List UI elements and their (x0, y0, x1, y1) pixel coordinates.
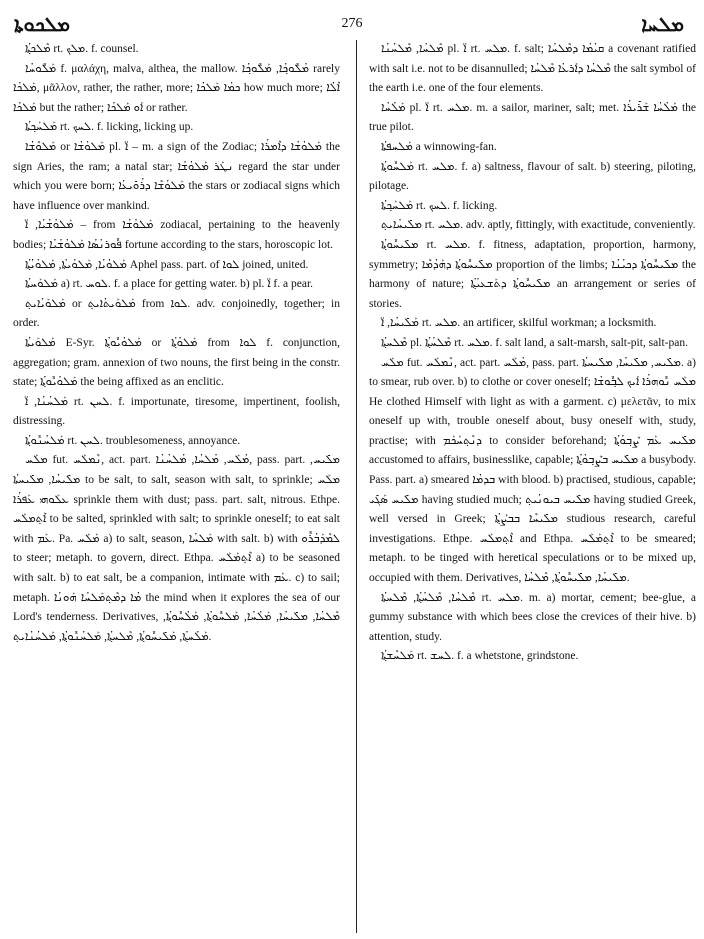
left-running-headword: ܡܠܟܘܬܐ (14, 14, 70, 36)
page-header (0, 12, 704, 40)
left-column (13, 40, 340, 933)
dictionary-entry: ܡܠܰܚ fut. ܢܶܡܠܰܚ, act. part. ܡܳܠܰܚ, pass. part. ܡܠܺܝܚ, ܡܠܺܝܚܳܐ, ܡܠܺܝܚܬܳܐ. a) to smear, rub over. b) to clothe or cover oneself; ܡܠܰܚ ܢܽܘܗܪܳܐ ܐܰܝܟ ܠܒ݂ܽܘܫܳܐ He clothed Himself with light as with a garment. c) μελετᾶν, to mix oneself up with, trouble oneself about, busy oneself with, study, practise; with ܕܢܶܬ݂ܚܰܟܰܡ to consider beforehand; ܡܠܺܝܚ ܥܰܡ ܨܶܒ݂ܘܳܬ݂ܳܐ accustomed to affairs, businesslike, capable; ܡܠܺܝܚ ܒܨܶܒ݂ܘܳܬ݂ܳܐ a busybody. Pass. part. a) smeared ܒܕܡܳܐ with blood. b) practised, studious, capable; ܡܠܺܝܚ ܣܰܓܺܝ having studied much; ܡܠܺܝܚ ܒܝܘܢܳܝܬ݂ having studied Greek, well versed in Greek; ܡܠܺܝܚܶܐ ܒܒܨܳܬ݂ܳܐ studious research, careful investigations. Ethpe. ܐܶܬ݂ܡܠܰܚ and Ethpa. ܐܶܬ݂ܡܰܠܰܚ to be smeared; metaph. to be tinged with heretical speculations or to be mixed up, occupied with them. Derivatives, ܡܠܺܝܚܳܐ, ܡܠܺܝܚܽܘܬ݂ܳܐ, ܡܶܠܚܳܐ. (369, 356, 696, 585)
column-divider (356, 40, 357, 933)
page-number: 276 (341, 16, 363, 31)
dictionary-entry: ܡܠܺܝܚܳܐܝܬ݂ rt. ܡܠܚ. adv. aptly, fittingly, with exactitude, conveniently. (381, 219, 696, 232)
dictionary-entry: ܡܶܠܟܬ݂ܳܐ rt. ܡܠܟ. f. counsel. (25, 43, 139, 55)
dictionary-entry: ܡܰܠܚܳܢܽܘܬ݂ܳܐ rt. ܠܚܢ. troublesomeness, annoyance. (25, 434, 241, 447)
dictionary-entry: ܡܰܠܘܳܝܳܐ, ܡܰܠܘܳܝܬܳܐ, ܡܰܠܘܳܝܳܬ݂ܳܐ Aphel pass. part. of ܠܘܐ joined, united. (25, 258, 309, 271)
dictionary-entry: ܡܰܠܚܶܫܬ݂ܳܐ rt. ܠܚܫ. f. a whetstone, grindstone. (381, 650, 579, 663)
right-column (369, 40, 696, 933)
dictionary-entry: ܡܶܠܚܳܐ, ܡܶܠܚܳܬ݂ܳܐ, ܡܶܠܚܬܳܐ rt. ܡܠܚ. m. a) mortar, cement; bee-glue, a gummy substance with which bees close the crevices of their hive. b) attention, study. (369, 591, 696, 643)
dictionary-entry: ܡܰܠܚܰܟ݂ܬܳܐ rt. ܠܚܟ. f. licking. (381, 199, 498, 212)
dictionary-entry: ܡܰܠܳܚܳܐ pl. ܐ̈ rt. ܡܠܚ. m. a sailor, mariner, salt; met. ܡܰܠܳܚܳܐ ܫܰܪܺܝܪܳܐ the true pilot. (369, 101, 696, 134)
dictionary-entry: ܡܰܠܘܰܝܬܳܐ E-Syr. ܡܰܠܘܳܝܽܘܬ݂ܳܐ or ܡܰܠܘܳܬ݂ܳܐ from ܠܘܐ f. conjunction, aggregation; gram. annexion of two nouns, the first being in the constr. state; ܡܰܠܘܳܝܽܘܬ݂ܳܐ the being affixed as an enclitic. (13, 336, 340, 389)
dictionary-entry: ܡܰܠܚܳܢܳܐ, ܐ̈ rt. ܠܚܢ. f. importunate, tiresome, impertinent, foolish, distressing. (13, 395, 340, 428)
dictionary-entry: ܡܰܠܘܰܚܬܳܐ a) rt. ܠܘܚ. f. a place for getting water. b) pl. ܐ̈ f. a pear. (25, 278, 314, 291)
dictionary-entry: ܡܰܠܚܦܬܳܐ a winnowing-fan. (381, 140, 497, 153)
dictionary-entry: ܡܰܠܚܰܟ݂ܬܳܐ rt. ܠܚܟ. f. licking, licking up. (25, 121, 194, 134)
dictionary-entry: ܡܠܰܚ fut. ܢܶܡܠܰܚ, act. part. ܡܳܠܰܚ, ܡܳܠܚܳܐ, ܡܳܠܚܳܢܳܐ, pass. part. ܡܠܺܝܚ, ܡܠܺܝܚܳܐ, ܡܠܺܝܚܬܳܐ to be salt, to salt, season with salt, to sprinkle; ܡܠܰܚ ܥܠܰܘܗܝ ܥܰܦܪܳܐ sprinkle them with dust; pass. part. salt, nitrous. Ethpe. ܐܶܬ݂ܡܠܰܚ to be salted, sprinkled with salt; to sprinkle oneself; to eat salt with ܥܰܡ. Pa. ܡܰܠܰܚ a) to salt, season, ܡܰܠܚܳܐ with salt. b) with ܠܡܶܕܰܒܳܪܽܘ to steer; metaph. to govern, direct. Ethpa. ܐܶܬ݂ܡܰܠܰܚ a) to be seasoned with salt. b) to eat salt, be a companion, intimate with ܥܰܡ. c) to sail; metaph. ܡܳܐ ܕܡܶܬ݂ܡܰܠܚܳܐ ܗܰܘܢܳܐ the mind when it explores the sea of our Lord's tenderness. Derivatives, ܡܶܠܚܳܐ, ܡܠܺܝܚܳܐ, ܡܰܠܳܚܳܐ, ܡܰܠܚܽܘܬ݂ܳܐ, ܡܰܠܳܚܽܘܬ݂ܳܐ, ܡܰܠܳܚܬ݂ܳܐ, ܡܰܠܺܝܚܽܘܬ݂ܳܐ, ܡܶܠܚܬ݂ܳܐ, ܡܰܠܚܳܢܽܘܬ݂ܳܐ, ܡܰܠܚܳܢܳܐܝܬ݂. (13, 454, 340, 643)
dictionary-entry: ܡܶܠܚܬ݂ܳܐ pl. ܡܶܠܚܳܬ݂ܳܐ rt. ܡܠܚ. f. salt land, a salt-marsh, salt-pit, salt-pan. (381, 336, 688, 349)
dictionary-entry: ܡܰܠܘܳܫܳܝܳܐ, ܐ̈ ‒ from ܡܰܠܘܳܫܳܐ zodiacal, pertaining to the heavenly bodies; ܦܽܘܪܢܳܣܳܐ ܡܰܠܘܳܫܳܝܳܐ fortune according to the stars, horoscopic lot. (13, 219, 340, 251)
dictionary-entry: ܡܰܠܽܘܚܳܐ f. μαλάχη, malva, althea, the mallow. ܡܳܠܽܘܟ݂ܳܐ, ܡܰܠܽܘܟ݂ܳܐ rarely ܡܰܠܟܳܐ, μᾶλλον, rather, the rather, more; ܟܡܳܐ ܡܰܠܟܳܐ how much more; ܐܶܠܳܐ ܡܰܠܟܳܐ but the rather; ܐܰܘ ܡܰܠܟܳܐ or rather. (13, 62, 340, 114)
dictionary-entry: ܡܰܠܚܽܘܬ݂ܳܐ rt. ܡܠܚ. f. a) saltness, flavour of salt. b) steering, piloting, pilotage. (369, 160, 696, 193)
dictionary-entry: ܡܠܺܝܚܽܘܬ݂ܳܐ rt. ܡܠܚ. f. fitness, adaptation, proportion, harmony, symmetry; ܡܠܺܝܚܽܘܬ݂ܳܐ ܕܗܰܕܳܡܶܐ proportion of the limbs; ܡܠܺܝܚܽܘܬ݂ܳܐ ܕܟܝܳܢܳܐ the harmony of nature; ܡܠܺܝܚܽܘܬ݂ܳܐ ܕܬܰܫܥܝܳܬ݂ܳܐ an arrangement or series of stories. (369, 238, 696, 310)
dictionary-entry: ܡܰܠܘܶܫܳܐ or ܡܰܠܘܳܫܳܐ pl. ܐ̈ ‒ m. a sign of the Zodiac; ܡܰܠܘܳܫܳܐ ܕܐܶܡܪܳܐ the sign Aries, the ram; a natal star; ܢܛܰܪ ܡܰܠܘܳܫܳܐ regard the star under which you were born; ܡܰܠܘܳܫܶܐ ܕܪܳܘܺܝܥܳܐ the stars or zodiacal signs which have influence over mankind. (13, 140, 340, 212)
dictionary-entry: ܡܶܠܚܳܐ, ܡܶܠܚܳܢܳܐ pl. ܐ̈ rt. ܡܠܚ. f. salt; ܩܝܳܡܳܐ ܕܡܶܠܚܳܐ a covenant ratified with salt i.e. not to be disannulled; ܡܶܠܚܳܐ ܕܐܰܪܥܳܐ ܡܶܠܚܳܐ the salt symbol of the earth i.e. one of the four elements. (369, 43, 696, 95)
dictionary-entry: ܡܰܠܘܰܝܳܐܝܬ݂ or ܡܰܠܘܰܝܬܳܐܝܬ݂ from ܠܘܐ. adv. conjoinedly, together; in order. (13, 297, 340, 330)
right-running-headword: ܡܠܚܐ (641, 14, 684, 36)
dictionary-entry: ܡܰܠܺܝܚܳܐ, ܐ̈ rt. ܡܠܚ. an artificer, skilful workman; a locksmith. (381, 317, 657, 330)
